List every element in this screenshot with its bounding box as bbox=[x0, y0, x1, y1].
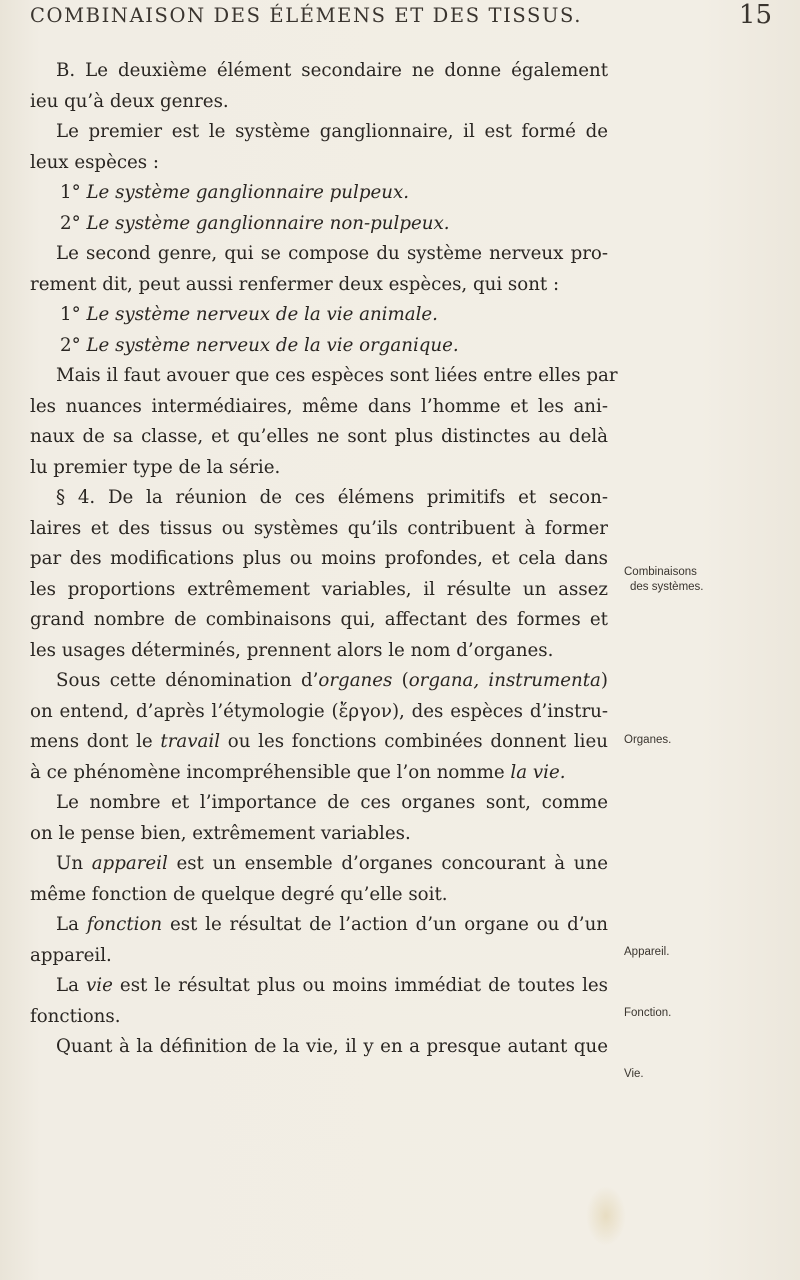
list-number: 2° bbox=[60, 212, 81, 234]
text-line: par des modifications plus ou moins profondes, et cela dans bbox=[30, 548, 608, 569]
text-line: leux espèces : bbox=[30, 151, 160, 173]
text-run: Un bbox=[56, 853, 92, 874]
text-line: fonctions. bbox=[30, 1005, 121, 1027]
text-run: ) bbox=[600, 670, 608, 691]
text-line: naux de sa classe, et qu’elles ne sont plus distinctes au delà bbox=[30, 426, 608, 447]
list-item bbox=[30, 209, 608, 240]
text-run: est le résultat de l’action d’un organe ou d’un bbox=[162, 914, 609, 935]
paper-stain bbox=[586, 1186, 626, 1246]
list-item bbox=[30, 331, 608, 362]
italic-run: organes bbox=[318, 670, 393, 691]
text-line: § 4. De la réunion de ces élémens primitifs et secon- bbox=[56, 487, 608, 508]
text-line bbox=[30, 849, 608, 880]
list-text: Le système ganglionnaire non-pulpeux. bbox=[86, 212, 450, 234]
list-item bbox=[30, 178, 608, 209]
text-line: même fonction de quelque degré qu’elle soit. bbox=[30, 883, 448, 905]
text-line bbox=[30, 666, 608, 697]
text-line: grand nombre de combinaisons qui, affectant des formes et bbox=[30, 609, 608, 630]
list-number: 2° bbox=[60, 334, 81, 356]
margin-note-appareil: Appareil. bbox=[624, 946, 670, 958]
text-line: les nuances intermédiaires, même dans l’homme et les ani- bbox=[30, 395, 608, 417]
text-run: La bbox=[56, 975, 86, 996]
text-line: les usages déterminés, prennent alors le nom d’organes. bbox=[30, 639, 554, 661]
margin-note-organes: Organes. bbox=[624, 734, 672, 746]
text-run: mens dont le bbox=[30, 731, 161, 752]
italic-run: fonction bbox=[86, 914, 163, 935]
italic-run: vie bbox=[86, 975, 113, 996]
text-line: on le pense bien, extrêmement variables. bbox=[30, 822, 411, 844]
margin-note-vie: Vie. bbox=[624, 1068, 644, 1080]
text-line: ieu qu’à deux genres. bbox=[30, 90, 229, 112]
text-line bbox=[30, 971, 608, 1002]
text-line bbox=[30, 758, 608, 789]
text-line: B. Le deuxième élément secondaire ne donne également bbox=[56, 60, 608, 81]
margin-note-systemes: des systèmes. bbox=[630, 581, 704, 593]
text-line bbox=[30, 910, 608, 941]
text-run: à ce phénomène incompréhensible que l’on nomme bbox=[30, 761, 511, 783]
text-run: est un ensemble d’organes concourant à une bbox=[167, 853, 609, 874]
text-line: les proportions extrêmement variables, il résulte un assez bbox=[30, 578, 608, 600]
text-line: rement dit, peut aussi renfermer deux espèces, qui sont : bbox=[30, 273, 560, 295]
main-text bbox=[30, 56, 618, 1063]
text-line: Mais il faut avouer que ces espèces sont liées entre elles par bbox=[56, 365, 618, 386]
text-line: Le nombre et l’importance de ces organes sont, comme bbox=[56, 792, 608, 813]
text-line: on entend, d’après l’étymologie (ἔργον), des espèces d’instru- bbox=[30, 700, 608, 722]
text-run: La bbox=[56, 914, 87, 935]
italic-run: appareil bbox=[91, 853, 168, 874]
list-item bbox=[30, 300, 608, 331]
text-run: ( bbox=[392, 670, 409, 691]
margin-note-combinaisons: Combinaisons bbox=[624, 566, 697, 578]
text-line: laires et des tissus ou systèmes qu’ils contribuent à former bbox=[30, 517, 608, 539]
text-line: lu premier type de la série. bbox=[30, 456, 281, 478]
list-number: 1° bbox=[60, 304, 81, 325]
text-line bbox=[30, 727, 608, 758]
text-line: Quant à la définition de la vie, il y en a presque autant que bbox=[56, 1036, 608, 1057]
text-run: ou les fonctions combinées donnent lieu bbox=[220, 731, 608, 752]
text-run: Sous cette dénomination d’ bbox=[56, 670, 319, 691]
page-number: 15 bbox=[738, 0, 772, 30]
list-number: 1° bbox=[60, 182, 81, 203]
italic-run: travail bbox=[160, 731, 221, 752]
list-text: Le système nerveux de la vie organique. bbox=[86, 334, 459, 356]
text-line: Le premier est le système ganglionnaire, il est formé de bbox=[56, 121, 608, 142]
running-head: COMBINAISON DES ÉLÉMENS ET DES TISSUS. bbox=[30, 4, 583, 27]
margin-note-fonction: Fonction. bbox=[624, 1007, 672, 1019]
text-run: est le résultat plus ou moins immédiat de toutes les bbox=[112, 975, 608, 996]
text-line: appareil. bbox=[30, 944, 112, 966]
text-line: Le second genre, qui se compose du système nerveux pro- bbox=[56, 243, 608, 264]
list-text: Le système nerveux de la vie animale. bbox=[86, 304, 438, 325]
italic-run: la vie. bbox=[510, 761, 566, 783]
list-text: Le système ganglionnaire pulpeux. bbox=[86, 182, 409, 203]
italic-run: organa, instrumenta bbox=[408, 670, 601, 691]
